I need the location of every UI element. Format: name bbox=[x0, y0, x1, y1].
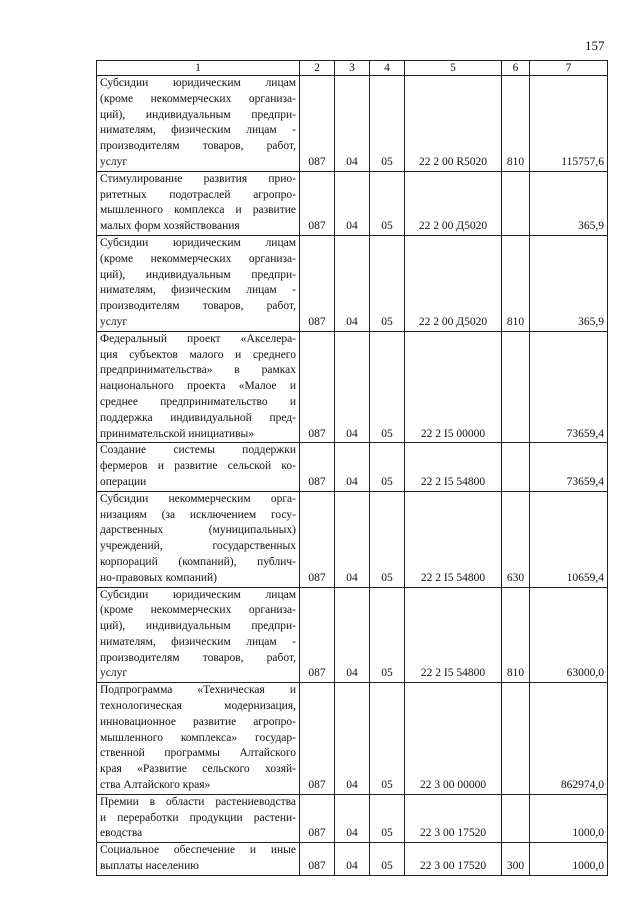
row-name-line: нимателям, физическим лицам - bbox=[100, 284, 296, 297]
row-name-line: (кроме некоммерческих организа- bbox=[100, 252, 296, 265]
subsection-code: 05 bbox=[370, 331, 405, 443]
expense-type-code bbox=[502, 331, 530, 443]
section-code: 04 bbox=[335, 794, 370, 842]
section-code: 04 bbox=[335, 235, 370, 331]
subsection-code: 05 bbox=[370, 76, 405, 172]
expense-type-code: 630 bbox=[502, 491, 530, 587]
column-header: 2 bbox=[300, 61, 335, 76]
table-row bbox=[97, 235, 608, 331]
row-name-line: Субсидии юридическим лицам bbox=[100, 588, 296, 601]
row-name-line: учреждений, государственных bbox=[100, 540, 296, 553]
row-name-line: Стимулирование развития прио- bbox=[100, 172, 296, 185]
ministry-code: 087 bbox=[300, 331, 335, 443]
amount: 63000,0 bbox=[530, 587, 608, 683]
section-code: 04 bbox=[335, 171, 370, 235]
ministry-code: 087 bbox=[300, 683, 335, 795]
row-name-line: технологическая модернизация, bbox=[100, 700, 296, 713]
subsection-code: 05 bbox=[370, 443, 405, 491]
target-article-code: 22 2 00 Д5020 bbox=[405, 235, 502, 331]
ministry-code: 087 bbox=[300, 587, 335, 683]
target-article-code: 22 2 00 Д5020 bbox=[405, 171, 502, 235]
ministry-code: 087 bbox=[300, 491, 335, 587]
row-name-line: национального проекта «Малое и bbox=[100, 380, 296, 393]
row-name-line: но-правовых компаний) bbox=[100, 571, 217, 584]
ministry-code: 087 bbox=[300, 443, 335, 491]
column-header: 3 bbox=[335, 61, 370, 76]
row-name bbox=[97, 331, 300, 443]
column-header: 1 bbox=[97, 61, 300, 76]
row-name-line: ственной программы Алтайского bbox=[100, 747, 296, 760]
section-code: 04 bbox=[335, 587, 370, 683]
row-name-line: Федеральный проект «Акселера- bbox=[100, 332, 296, 345]
row-name-line: (кроме некоммерческих организа- bbox=[100, 92, 296, 105]
row-name-line: ция субъектов малого и среднего bbox=[100, 348, 296, 361]
row-name-line: Субсидии юридическим лицам bbox=[100, 77, 296, 89]
row-name bbox=[97, 843, 300, 876]
subsection-code: 05 bbox=[370, 843, 405, 876]
table-row bbox=[97, 683, 608, 795]
table-row bbox=[97, 443, 608, 491]
row-name bbox=[97, 683, 300, 795]
table-body bbox=[97, 76, 608, 876]
row-name bbox=[97, 443, 300, 491]
ministry-code: 087 bbox=[300, 76, 335, 172]
row-name-line: Подпрограмма «Техническая и bbox=[100, 684, 296, 697]
row-name-line: малых форм хозяйствования bbox=[100, 220, 240, 233]
subsection-code: 05 bbox=[370, 794, 405, 842]
row-name-line: выплаты населению bbox=[100, 860, 199, 873]
target-article-code: 22 2 00 R5020 bbox=[405, 76, 502, 172]
ministry-code: 087 bbox=[300, 794, 335, 842]
ministry-code: 087 bbox=[300, 235, 335, 331]
row-name-line: предпринимательства» в рамках bbox=[100, 364, 296, 377]
target-article-code: 22 2 I5 54800 bbox=[405, 587, 502, 683]
section-code: 04 bbox=[335, 76, 370, 172]
target-article-code: 22 2 I5 54800 bbox=[405, 443, 502, 491]
table-row bbox=[97, 331, 608, 443]
amount: 365,9 bbox=[530, 171, 608, 235]
expense-type-code bbox=[502, 794, 530, 842]
row-name-line: поддержка индивидуальной пред- bbox=[100, 411, 296, 424]
target-article-code: 22 2 I5 00000 bbox=[405, 331, 502, 443]
row-name-line: ций), индивидуальным предпри- bbox=[100, 620, 296, 633]
row-name-line: операции bbox=[100, 475, 147, 488]
row-name bbox=[97, 794, 300, 842]
amount: 1000,0 bbox=[530, 794, 608, 842]
ministry-code: 087 bbox=[300, 843, 335, 876]
row-name-line: ства Алтайского края» bbox=[100, 779, 211, 792]
expense-type-code: 810 bbox=[502, 235, 530, 331]
row-name bbox=[97, 491, 300, 587]
budget-table bbox=[96, 60, 608, 876]
header-row bbox=[97, 61, 608, 76]
row-name bbox=[97, 235, 300, 331]
amount: 115757,6 bbox=[530, 76, 608, 172]
row-name-line: услуг bbox=[100, 315, 128, 328]
section-code: 04 bbox=[335, 443, 370, 491]
column-header: 7 bbox=[530, 61, 608, 76]
row-name-line: мышленного комплекса и развитие bbox=[100, 204, 296, 217]
expense-type-code: 810 bbox=[502, 587, 530, 683]
table-row bbox=[97, 587, 608, 683]
subsection-code: 05 bbox=[370, 171, 405, 235]
amount: 73659,4 bbox=[530, 443, 608, 491]
column-header: 5 bbox=[405, 61, 502, 76]
row-name-line: корпораций (компаний), публич- bbox=[100, 555, 296, 568]
table-row bbox=[97, 491, 608, 587]
row-name-line: нимателям, физическим лицам - bbox=[100, 124, 296, 137]
row-name-line: услуг bbox=[100, 155, 128, 168]
row-name-line: Премии в области растениеводства bbox=[100, 795, 296, 808]
row-name-line: среднее предпринимательство и bbox=[100, 395, 296, 408]
target-article-code: 22 3 00 00000 bbox=[405, 683, 502, 795]
row-name-line: производителям товаров, работ, bbox=[100, 300, 296, 313]
target-article-code: 22 3 00 17520 bbox=[405, 794, 502, 842]
table-row bbox=[97, 843, 608, 876]
section-code: 04 bbox=[335, 331, 370, 443]
row-name-line: ций), индивидуальным предпри- bbox=[100, 108, 296, 121]
row-name-line: ритетных подотраслей агропро- bbox=[100, 188, 296, 201]
table-row bbox=[97, 794, 608, 842]
amount: 862974,0 bbox=[530, 683, 608, 795]
section-code: 04 bbox=[335, 843, 370, 876]
section-code: 04 bbox=[335, 683, 370, 795]
expense-type-code bbox=[502, 683, 530, 795]
column-header: 4 bbox=[370, 61, 405, 76]
amount: 10659,4 bbox=[530, 491, 608, 587]
row-name-line: ций), индивидуальным предпри- bbox=[100, 268, 296, 281]
row-name bbox=[97, 76, 300, 172]
row-name-line: услуг bbox=[100, 667, 128, 680]
row-name-line: принимательской инициативы» bbox=[100, 427, 255, 440]
row-name-line: (кроме некоммерческих организа- bbox=[100, 604, 296, 617]
page-number: 157 bbox=[585, 38, 605, 53]
expense-type-code: 300 bbox=[502, 843, 530, 876]
row-name-line: дарственных (муниципальных) bbox=[100, 524, 296, 537]
row-name-line: еводства bbox=[100, 827, 143, 840]
expense-type-code: 810 bbox=[502, 76, 530, 172]
table-row bbox=[97, 171, 608, 235]
row-name-line: Создание системы поддержки bbox=[100, 444, 296, 457]
target-article-code: 22 3 00 17520 bbox=[405, 843, 502, 876]
subsection-code: 05 bbox=[370, 235, 405, 331]
row-name-line: производителям товаров, работ, bbox=[100, 651, 296, 664]
row-name-line: Субсидии юридическим лицам bbox=[100, 236, 296, 249]
row-name-line: низациям (за исключением госу- bbox=[100, 508, 296, 521]
amount: 365,9 bbox=[530, 235, 608, 331]
table-row bbox=[97, 76, 608, 172]
amount: 1000,0 bbox=[530, 843, 608, 876]
section-code: 04 bbox=[335, 491, 370, 587]
row-name-line: края «Развитие сельского хозяй- bbox=[100, 763, 296, 776]
row-name-line: Субсидии некоммерческим орга- bbox=[100, 492, 296, 505]
ministry-code: 087 bbox=[300, 171, 335, 235]
subsection-code: 05 bbox=[370, 587, 405, 683]
row-name bbox=[97, 587, 300, 683]
target-article-code: 22 2 I5 54800 bbox=[405, 491, 502, 587]
row-name-line: мышленного комплекса» государ- bbox=[100, 731, 296, 744]
row-name-line: фермеров и развитие сельской ко- bbox=[100, 460, 296, 473]
row-name-line: производителям товаров, работ, bbox=[100, 140, 296, 153]
row-name-line: инновационное развитие агропро- bbox=[100, 715, 296, 728]
row-name bbox=[97, 171, 300, 235]
subsection-code: 05 bbox=[370, 683, 405, 795]
row-name-line: Социальное обеспечение и иные bbox=[100, 844, 296, 857]
expense-type-code bbox=[502, 171, 530, 235]
column-header: 6 bbox=[502, 61, 530, 76]
expense-type-code bbox=[502, 443, 530, 491]
amount: 73659,4 bbox=[530, 331, 608, 443]
row-name-line: и переработки продукции растени- bbox=[100, 811, 296, 824]
row-name-line: нимателям, физическим лицам - bbox=[100, 635, 296, 648]
subsection-code: 05 bbox=[370, 491, 405, 587]
